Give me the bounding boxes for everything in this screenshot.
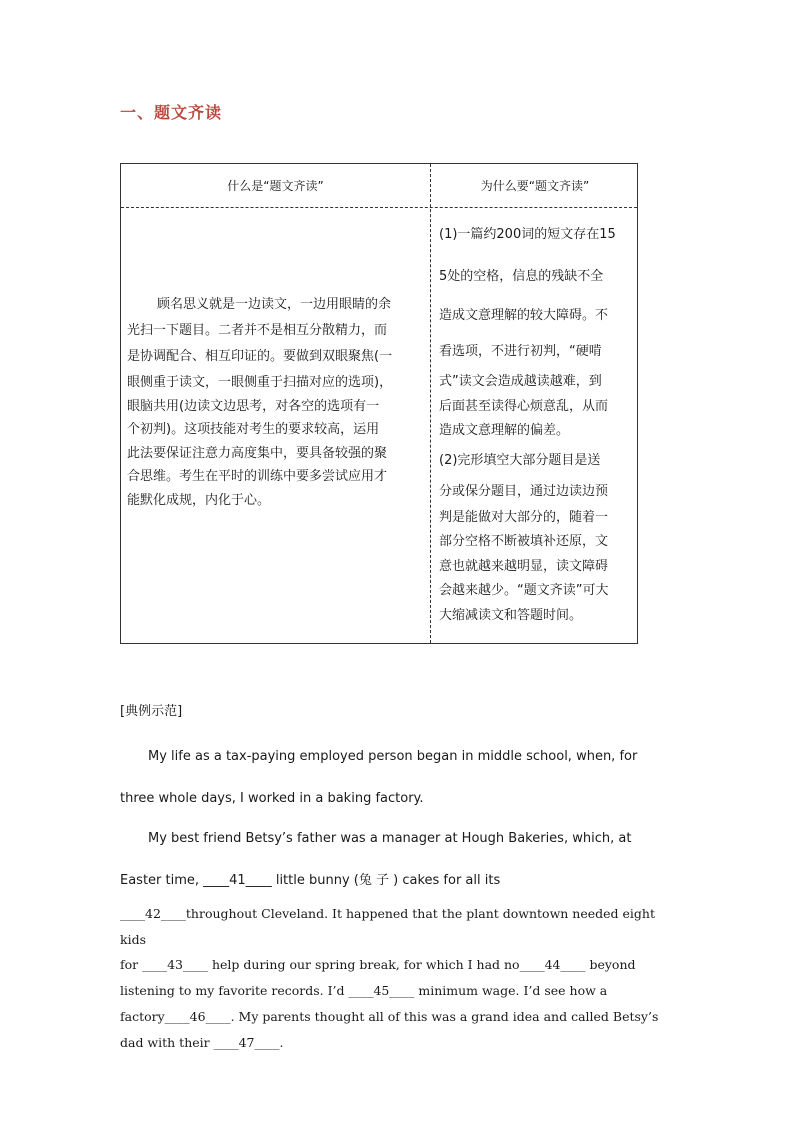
reason-line: 造成文意理解的较大障碍。不 xyxy=(439,308,609,323)
table-header-why: 为什么要“题文齐读” xyxy=(480,179,590,193)
passage-line: My best friend Betsy’s father was a manager at Hough Bakeries, which, at xyxy=(148,831,632,846)
table-cell-reasons xyxy=(439,214,635,628)
header-divider xyxy=(121,207,637,208)
definition-line: 光扫一下题目。二者并不是相互分散精力，而 xyxy=(127,323,388,338)
reason-line: (1)一篇约200词的短文存在15 xyxy=(439,227,616,242)
reason-line: 会越来越少。“题文齐读”可大 xyxy=(439,583,609,598)
definition-line: 是协调配合、相互印证的。要做到双眼聚焦(一 xyxy=(127,349,393,364)
reason-line: (2)完形填空大部分题目是送 xyxy=(439,452,601,468)
comparison-table xyxy=(120,163,638,644)
passage-line: three whole days, I worked in a baking factory. xyxy=(120,791,424,806)
passage-line: dad with their ____47____. xyxy=(120,1034,284,1050)
reason-line: 分或保分题目，通过边读边预 xyxy=(439,483,609,499)
passage-line: factory____46____. My parents thought all of this was a grand idea and called Betsy’s xyxy=(120,1008,659,1024)
reason-line: 意也就越来越明显，读文障碍 xyxy=(439,558,609,574)
definition-line: 合思维。考生在平时的训练中要多尝试应用才 xyxy=(127,469,388,484)
reason-line: 后面甚至读得心烦意乱，从而 xyxy=(439,398,609,414)
definition-line: 眼侧重于读文，一眼侧重于扫描对应的选项)， xyxy=(127,375,393,390)
reason-line: 看选项，不进行初判，“硬啃 xyxy=(439,344,602,359)
reason-line: 判是能做对大部分的，随着一 xyxy=(439,509,609,525)
definition-line: 个初判)。这项技能对考生的要求较高，运用 xyxy=(127,422,380,437)
definition-line: 顾名思义就是一边读文，一边用眼睛的余 xyxy=(157,297,392,312)
reason-line: 大缩减读文和答题时间。 xyxy=(439,607,583,623)
table-cell-definition xyxy=(127,292,425,512)
passage-line: listening to my favorite records. I’d ____45____ minimum wage. I’d see how a xyxy=(120,983,608,999)
definition-line: 能默化成规，内化于心。 xyxy=(127,492,271,508)
passage-line: My life as a tax-paying employed person began in middle school, when, for xyxy=(148,749,638,764)
reason-line: 造成文意理解的偏差。 xyxy=(439,423,570,438)
definition-line: 眼脑共用(边读文边思考，对各空的选项有一 xyxy=(127,398,380,414)
column-divider xyxy=(430,164,431,643)
definition-line: 此法要保证注意力高度集中，要具备较强的聚 xyxy=(127,445,388,461)
reason-line: 式”读文会造成越读越难，到 xyxy=(439,374,602,389)
passage-paragraph-2 xyxy=(120,818,680,902)
passage-line: for ____43____ help during our spring break, for which I had no____44____ beyond xyxy=(120,957,636,973)
reason-line: 部分空格不断被填补还原，文 xyxy=(439,534,609,549)
reason-line: 5处的空格，信息的残缺不全 xyxy=(439,269,604,284)
table-header-what: 什么是“题文齐读” xyxy=(227,179,324,193)
passage-line: Easter time, ____41____ little bunny (兔 子 ) cakes for all its xyxy=(120,873,501,888)
example-label: [典例示范] xyxy=(120,704,183,719)
passage-paragraph-1 xyxy=(120,736,680,820)
section-heading: 一、题文齐读 xyxy=(120,103,223,122)
passage-paragraph-3 xyxy=(120,901,680,1055)
passage-line: ____42____throughout Cleveland. It happened that the plant downtown needed eight kids xyxy=(120,906,655,947)
